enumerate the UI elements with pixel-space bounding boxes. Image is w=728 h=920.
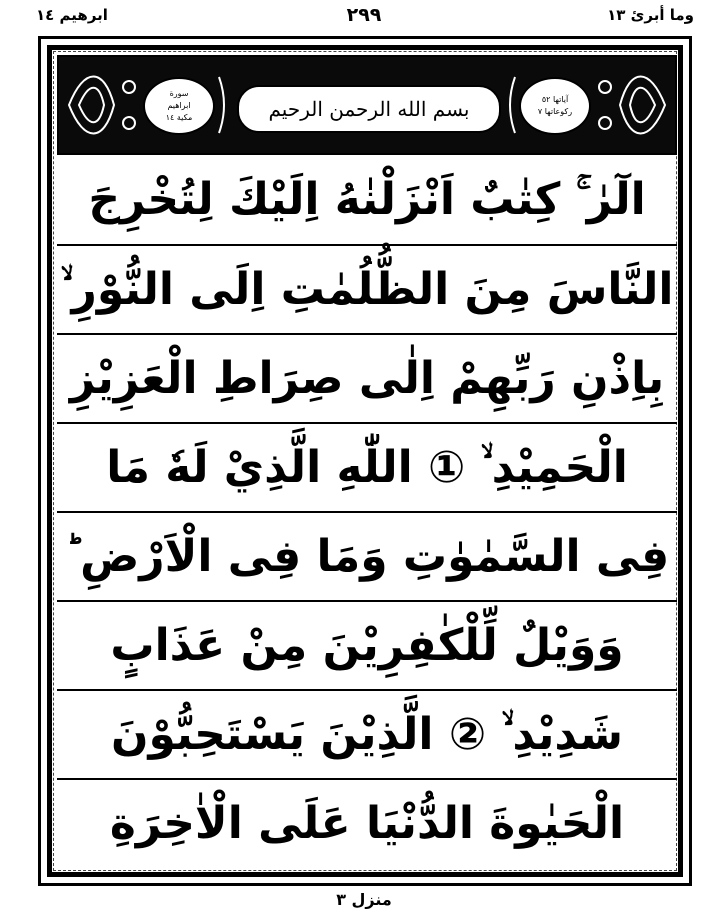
verse-line: فِى السَّمٰوٰتِ وَمَا فِى الْاَرْضِ ؕ (57, 511, 677, 600)
verse-line: بِاِذْنِ رَبِّهِمْ اِلٰى صِرَاطِ الْعَزِيْزِ (57, 333, 677, 422)
para-running-title: وما أبرئ ١٣ (607, 6, 694, 24)
page-frame (38, 36, 692, 886)
manzil-marker: منزل ٣ (336, 890, 392, 909)
page-header (0, 0, 728, 36)
surah-info-medallion: سورة ابراھیم مكية ١٤ (143, 77, 215, 135)
verse-line: الْحَيٰوةَ الدُّنْيَا عَلَى الْاٰخِرَةِ (57, 778, 677, 867)
verse-line: النَّاسَ مِنَ الظُّلُمٰتِ اِلَى النُّوْرِ ۙ (57, 244, 677, 333)
page-number: ٢٩٩ (346, 4, 382, 26)
verse-area (57, 155, 677, 873)
verse-line: الٓرٰ ۚ كِتٰبٌ اَنْزَلْنٰهُ اِلَيْكَ لِتُخْرِجَ (88, 174, 646, 225)
bismillah-text: بسم الله الرحمن الرحيم (268, 97, 470, 121)
surah-banner (57, 55, 677, 155)
verse-line: الْحَمِيْدِ ۙ ① اللّٰهِ الَّذِيْ لَهٗ مَا (57, 422, 677, 511)
verse-line: شَدِيْدِ ۙ ② الَّذِيْنَ يَسْتَحِبُّوْنَ (57, 689, 677, 778)
bismillah-cartouche (237, 85, 501, 133)
ayah-count-medallion: آياتها ٥٢ ركوعاتها ٧ (519, 77, 591, 135)
surah-running-title: ابرھیم ١٤ (36, 6, 108, 24)
verse-line: وَوَيْلٌ لِّلْكٰفِرِيْنَ مِنْ عَذَابٍ (57, 600, 677, 689)
page-footer (0, 890, 728, 909)
